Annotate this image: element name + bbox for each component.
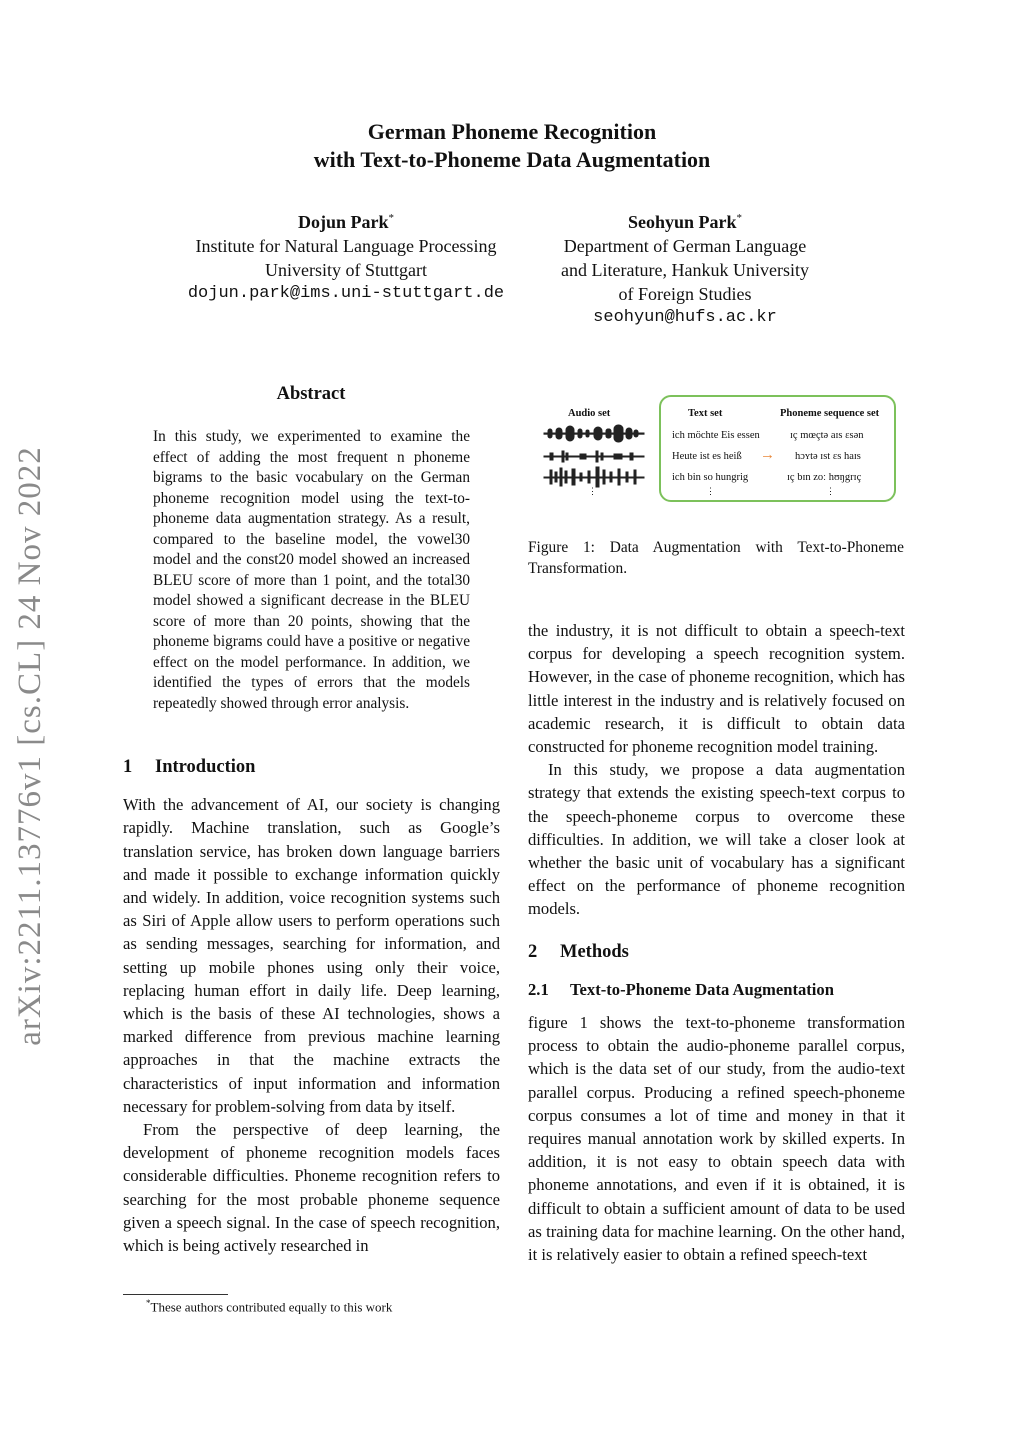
footnote-rule <box>123 1294 228 1295</box>
intro-paragraph-1: With the advancement of AI, our society is changing rapidly. Machine translation, such as Google’s translation service, has broken down language barriers and made it possible to exchange information quickly and widely. In addition, voice recognition systems such as Siri of Apple allow users to perform operations such as sending messages, searching for information, and setting up mobile phones using only their voice, replacing human effort in daily life. Deep learning, which is the basis of these AI technologies, shows a marked difference from previous machine learning approaches in that the machine extracts the characteristics of input information and information necessary for problem-solving from data by itself. <box>123 795 500 1116</box>
figure-text-row: ich bin so hungrig <box>672 472 749 483</box>
figure-text-row: Heute ist es heiß <box>672 451 742 462</box>
paper-title <box>0 118 1024 174</box>
intro-paragraph-2: From the perspective of deep learning, the development of phoneme recognition models faces considerable difficulties. Phoneme recognition refers to searching for the most probable phoneme sequence given a speech signal. In the case of speech recognition, which is being actively researched in <box>123 1120 500 1256</box>
right-paragraph-3: figure 1 shows the text-to-phoneme transformation process to obtain the audio-phoneme parallel corpus, which is the data set of our study, from the audio-text parallel corpus. Producing a refined speech-phoneme corpus consumes a lot of time and money in that it requires manual annotation work by skilled experts. In addition, it is not easy to obtain speech data with phoneme annotations, and even if it is obtained, it is difficult to obtain a sufficient amount of data to be used as training data for machine learning. On the other hand, it is relatively easier to obtain a refined speech-text <box>528 1013 905 1265</box>
section-number: 2 <box>528 941 538 962</box>
footnote-text: These authors contributed equally to this work <box>150 1299 393 1315</box>
figure-text-ellipsis: ⋮ <box>706 486 715 496</box>
author-name: Seohyun Park <box>627 212 737 232</box>
section-heading-methods <box>528 941 905 964</box>
author-affiliation: Institute for Natural Language Processing <box>195 236 497 256</box>
figure-caption: Figure 1: Data Augmentation with Text-to-Phoneme Transformation. <box>528 539 904 577</box>
author-email: seohyun@hufs.ac.kr <box>593 308 777 327</box>
footnote <box>146 1298 392 1315</box>
author-affiliation: Department of German Language <box>563 236 807 256</box>
subsection-title: Text-to-Phoneme Data Augmentation <box>570 979 834 999</box>
figure-text-row: ich möchte Eis essen <box>672 430 760 441</box>
author-affiliation: of Foreign Studies <box>618 284 752 304</box>
arxiv-identifier: arXiv:2211.13776v1 [cs.CL] 24 Nov 2022 <box>12 446 48 1046</box>
figure-text-label: Text set <box>688 408 723 419</box>
figure-audio-label: Audio set <box>568 408 611 419</box>
author-block-2 <box>530 206 840 330</box>
right-paragraph-2: In this study, we propose a data augmentation strategy that extends the existing speech-text corpus to the speech-phoneme corpus to overcome these difficulties. In addition, we will take a closer look at whether the basic unit of vocabulary has a significant effect on the performance of phoneme recognition models. <box>528 760 905 919</box>
title-line-2: with Text-to-Phoneme Data Augmentation <box>313 147 711 172</box>
abstract-text: In this study, we experimented to examine the effect of adding the most frequent n phoneme bigrams to the basic vocabulary on the German phoneme recognition model using the text-to-phoneme data augmentation strategy. As a result, compared to the baseline model, the vowel30 model and the const20 model showed an increased BLEU score of more than 1 point, and the total30 model showed a significant decrease in the BLEU score of more than 20 points, showing that the phoneme bigrams could have a positive or negative effect on the model performance. In addition, we identified the types of errors that the models repeatedly showed through error analysis. <box>153 428 470 712</box>
author-affiliation: University of Stuttgart <box>265 260 427 280</box>
section-heading-introduction <box>123 756 500 779</box>
author-block-1 <box>148 206 544 306</box>
footnote-mark: * <box>146 1298 151 1308</box>
author-affiliation: and Literature, Hankuk University <box>561 260 809 280</box>
right-column <box>528 619 905 1266</box>
abstract-heading: Abstract <box>276 384 346 404</box>
figure-phoneme-row: ɪç bɪn zoː hʊŋgrɪç <box>787 472 862 483</box>
title-line-1: German Phoneme Recognition <box>367 119 657 144</box>
author-name: Dojun Park <box>297 212 389 232</box>
subsection-heading <box>528 978 905 1001</box>
arrow-right-icon: → <box>760 447 775 463</box>
right-paragraph-1: the industry, it is not difficult to obtain a speech-text corpus for developing a speech recognition system. However, in the case of phoneme recognition, which has little interest in the industry and is relatively focused on academic research, it is difficult to obtain data constructed for phoneme recognition model training. <box>528 621 905 757</box>
figure-phoneme-label: Phoneme sequence set <box>780 408 880 419</box>
section-number: 1 <box>123 757 133 777</box>
section-title: Methods <box>560 941 629 962</box>
figure-audio-ellipsis: ⋮ <box>588 486 597 496</box>
author-mark: * <box>736 212 743 224</box>
figure-phoneme-ellipsis: ⋮ <box>826 486 835 496</box>
figure-phoneme-row: ɪç mœçtə aɪs ɛsən <box>790 430 864 441</box>
author-mark: * <box>388 212 394 224</box>
subsection-number: 2.1 <box>528 979 549 999</box>
author-email: dojun.park@ims.uni-stuttgart.de <box>187 284 505 303</box>
left-column <box>123 756 500 1257</box>
figure-phoneme-row: hɔʏtə ɪst ɛs haɪs <box>795 451 861 462</box>
section-title: Introduction <box>155 757 256 777</box>
